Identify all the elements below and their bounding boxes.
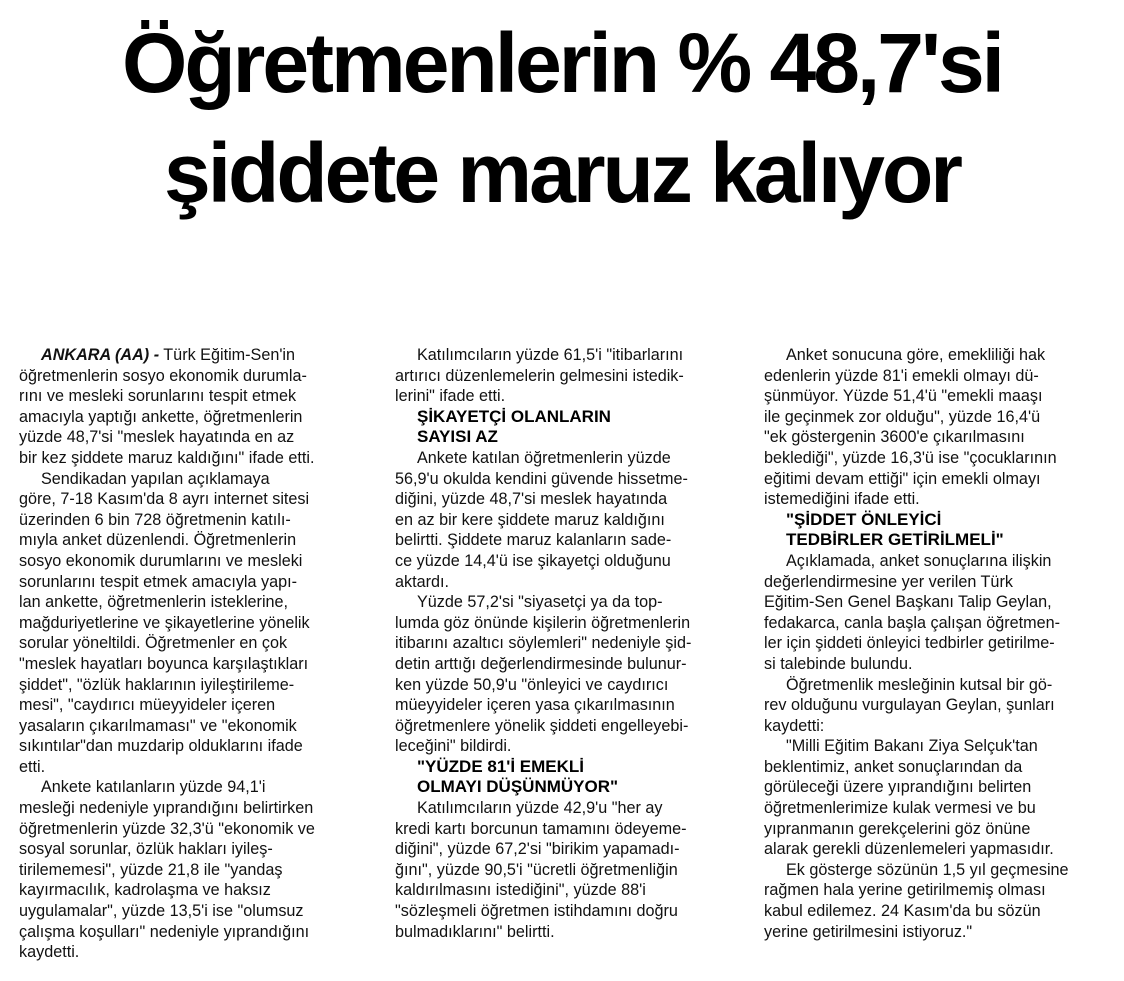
headline-line-2: şiddete maruz kalıyor (164, 126, 960, 220)
text-line: rağmen hala yerine getirilmemiş olması (764, 881, 1046, 900)
text-line: amacıyla yaptığı ankette, öğretmenlerin (19, 407, 303, 426)
subheading-complainants-line-2: SAYISI AZ (417, 427, 498, 447)
text-line: üzerinden 6 bin 728 öğretmenin katılı- (19, 510, 291, 529)
text-line: kaydetti: (764, 716, 825, 735)
text-line: artırıcı düzenlemelerin gelmesini istedik- (395, 366, 684, 385)
text-line: bulmadıklarını" belirtti. (395, 922, 555, 941)
text-line: "meslek hayatları boyunca karşılaştıkları (19, 654, 309, 673)
text-line: kaldırılmasını istediğini", yüzde 88'i (395, 881, 646, 900)
text-line: beklentimiz, anket sonuçlarından da (764, 757, 1023, 776)
text-line: etti. (19, 757, 46, 776)
text-line: lumda göz önünde kişilerin öğretmenlerin (395, 613, 691, 632)
text-line: öğretmenlerimize kulak vermesi ve bu (764, 799, 1036, 818)
text-line: Ek gösterge sözünün 1,5 yıl geçmesine (786, 860, 1069, 879)
text-line: lan ankette, öğretmenlerin isteklerine, (19, 593, 289, 612)
text-line: göre, 7-18 Kasım'da 8 ayrı internet sitesi (19, 490, 310, 509)
text-line: Ankete katılan öğretmenlerin yüzde (417, 448, 671, 467)
text-line: si talebinde bulundu. (764, 654, 913, 673)
text-line: detin arttığı değerlendirmesinde bulunur- (395, 654, 687, 673)
text-line: mıyla anket düzenlendi. Öğretmenlerin (19, 531, 297, 550)
text-line: lerini" ifade etti. (395, 387, 506, 406)
text-line: en az bir kere şiddete maruz kaldığını (395, 510, 665, 529)
text-line: Eğitim-Sen Genel Başkanı Talip Geylan, (764, 593, 1052, 612)
text-fragment: Türk Eğitim-Sen'in (159, 346, 296, 364)
text-line: ce yüzde 14,4'ü ise şikayetçi olduğunu (395, 551, 671, 570)
text-line: beklediği", yüzde 16,3'ü ise "çocuklarının (764, 448, 1057, 467)
text-line: müeyyideler içeren yasa çıkarılmasının (395, 696, 675, 715)
text-line: öğretmenlerin sosyo ekonomik durumla- (19, 366, 307, 385)
text-line: uygulamalar", yüzde 13,5'i ise "olumsuz (19, 902, 304, 921)
text-line: fedakarca, canla başla çalışan öğretmen- (764, 613, 1061, 632)
text-line: Katılımcıların yüzde 42,9'u "her ay (417, 799, 663, 818)
text-line: bir kez şiddete maruz kaldığını" ifade etti. (19, 448, 315, 467)
text-line: yasaların çıkarılmaması" ve "ekonomik (19, 716, 297, 735)
text-line: leceğini" bildirdi. (395, 737, 512, 756)
text-line: ken yüzde 50,9'u "önleyici ve caydırıcı (395, 675, 669, 694)
text-line: sıkıntılar"dan muzdarip olduklarını ifade (19, 737, 303, 756)
subheading-complainants: ŞİKAYETÇİ OLANLARIN (417, 406, 611, 426)
article-column-2 (395, 345, 745, 942)
text-line: ler için şiddeti önleyici tedbirler getirilme- (764, 634, 1055, 653)
text-line: rını ve mesleki sorunlarını tespit etmek (19, 387, 297, 406)
text-line: Açıklamada, anket sonuçlarına ilişkin (786, 551, 1052, 570)
text-line: Sendikadan yapılan açıklamaya (41, 469, 270, 488)
text-line: eğitimi devam ettiği" için emekli olmayı (764, 469, 1041, 488)
text-line: alarak gerekli düzenlemeleri yapmasıdır. (764, 840, 1054, 859)
article-column-3 (764, 345, 1114, 942)
text-line: edenlerin yüzde 81'i emekli olmayı dü- (764, 366, 1039, 385)
text-line: kaydetti. (19, 943, 80, 962)
text-line: şiddet", "özlük haklarının iyileştirileme- (19, 675, 295, 694)
text-line: itibarını azaltıcı söylemleri" nedeniyle şid- (395, 634, 692, 653)
text-line: "Milli Eğitim Bakanı Ziya Selçuk'tan (786, 737, 1038, 756)
text-line: kredi kartı borcunun tamamını ödeyeme- (395, 819, 687, 838)
text-line: Ankete katılanların yüzde 94,1'i (41, 778, 266, 797)
text-line: Yüzde 57,2'si "siyasetçi ya da top- (417, 593, 663, 612)
text-line: mağduriyetlerine ve şikayetlerine yönelik (19, 613, 310, 632)
text-line: aktardı. (395, 572, 449, 591)
text-line: sorunlarını tespit etmek amacıyla yapı- (19, 572, 298, 591)
text-line: görüleceği üzere yıprandığını belirten (764, 778, 1032, 797)
text-line: diğini", yüzde 67,2'si "birikim yapamadı- (395, 840, 680, 859)
dateline: ANKARA (AA) - (41, 346, 160, 364)
text-line: "sözleşmeli öğretmen istihdamını doğru (395, 902, 678, 921)
subheading-violence-measures-line-2: TEDBİRLER GETİRİLMELİ" (786, 530, 1004, 550)
text-line: sosyal sorunlar, özlük hakları iyileş- (19, 840, 273, 859)
text-line: çalışma koşulları" nedeniyle yıprandığını (19, 922, 310, 941)
text-line: tirilememesi", yüzde 21,8 ile "yandaş (19, 860, 283, 879)
text-line: yerine getirilmesini istiyoruz." (764, 922, 973, 941)
text-line: ğını", yüzde 90,5'i "ücretli öğretmenliğin (395, 860, 678, 879)
text-line (19, 345, 369, 366)
subheading-violence-measures: "ŞİDDET ÖNLEYİCİ (786, 509, 942, 529)
text-line: öğretmenlere yönelik şiddeti engelleyebi- (395, 716, 689, 735)
text-line: istemediğini ifade etti. (764, 490, 920, 509)
text-line: rev olduğunu vurgulayan Geylan, şunları (764, 696, 1055, 715)
text-line: değerlendirmesine yer verilen Türk (764, 572, 1013, 591)
article-column-1 (19, 345, 369, 963)
text-line: ile geçinmek zor olduğu", yüzde 16,4'ü (764, 407, 1041, 426)
text-line: yüzde 48,7'si "meslek hayatında en az (19, 428, 295, 447)
text-line: kabul edilemez. 24 Kasım'da bu sözün (764, 902, 1041, 921)
text-line: kayırmacılık, kadrolaşma ve haksız (19, 881, 271, 900)
text-line: şünmüyor. Yüzde 51,4'ü "emekli maaşı (764, 387, 1043, 406)
text-line: "ek göstergenin 3600'e çıkarılmasını (764, 428, 1025, 447)
text-line: mesleği nedeniyle yıprandığını belirtirken (19, 799, 314, 818)
text-line: Katılımcıların yüzde 61,5'i "itibarlarını (417, 346, 684, 364)
text-line: sorular yöneltildi. Öğretmenler en çok (19, 634, 288, 653)
text-line: öğretmenlerin yüzde 32,3'ü "ekonomik ve (19, 819, 315, 838)
subheading-retirement: "YÜZDE 81'İ EMEKLİ (417, 756, 585, 776)
headline-line-1: Öğretmenlerin % 48,7'si (121, 16, 1003, 110)
text-line: Anket sonucuna göre, emekliliği hak (786, 346, 1046, 364)
text-line: Öğretmenlik mesleğinin kutsal bir gö- (786, 675, 1053, 694)
subheading-retirement-line-2: OLMAYI DÜŞÜNMÜYOR" (417, 777, 619, 797)
text-line: sosyo ekonomik durumlarını ve mesleki (19, 551, 303, 570)
text-line: 56,9'u okulda kendini güvende hissetme- (395, 469, 688, 488)
text-line: yıpranmanın gerekçelerini göz önüne (764, 819, 1031, 838)
text-line: diğini, yüzde 48,7'si meslek hayatında (395, 490, 668, 509)
text-line: belirtti. Şiddete maruz kalanların sade- (395, 531, 672, 550)
text-line: mesi", "caydırıcı müeyyideler içeren (19, 696, 276, 715)
